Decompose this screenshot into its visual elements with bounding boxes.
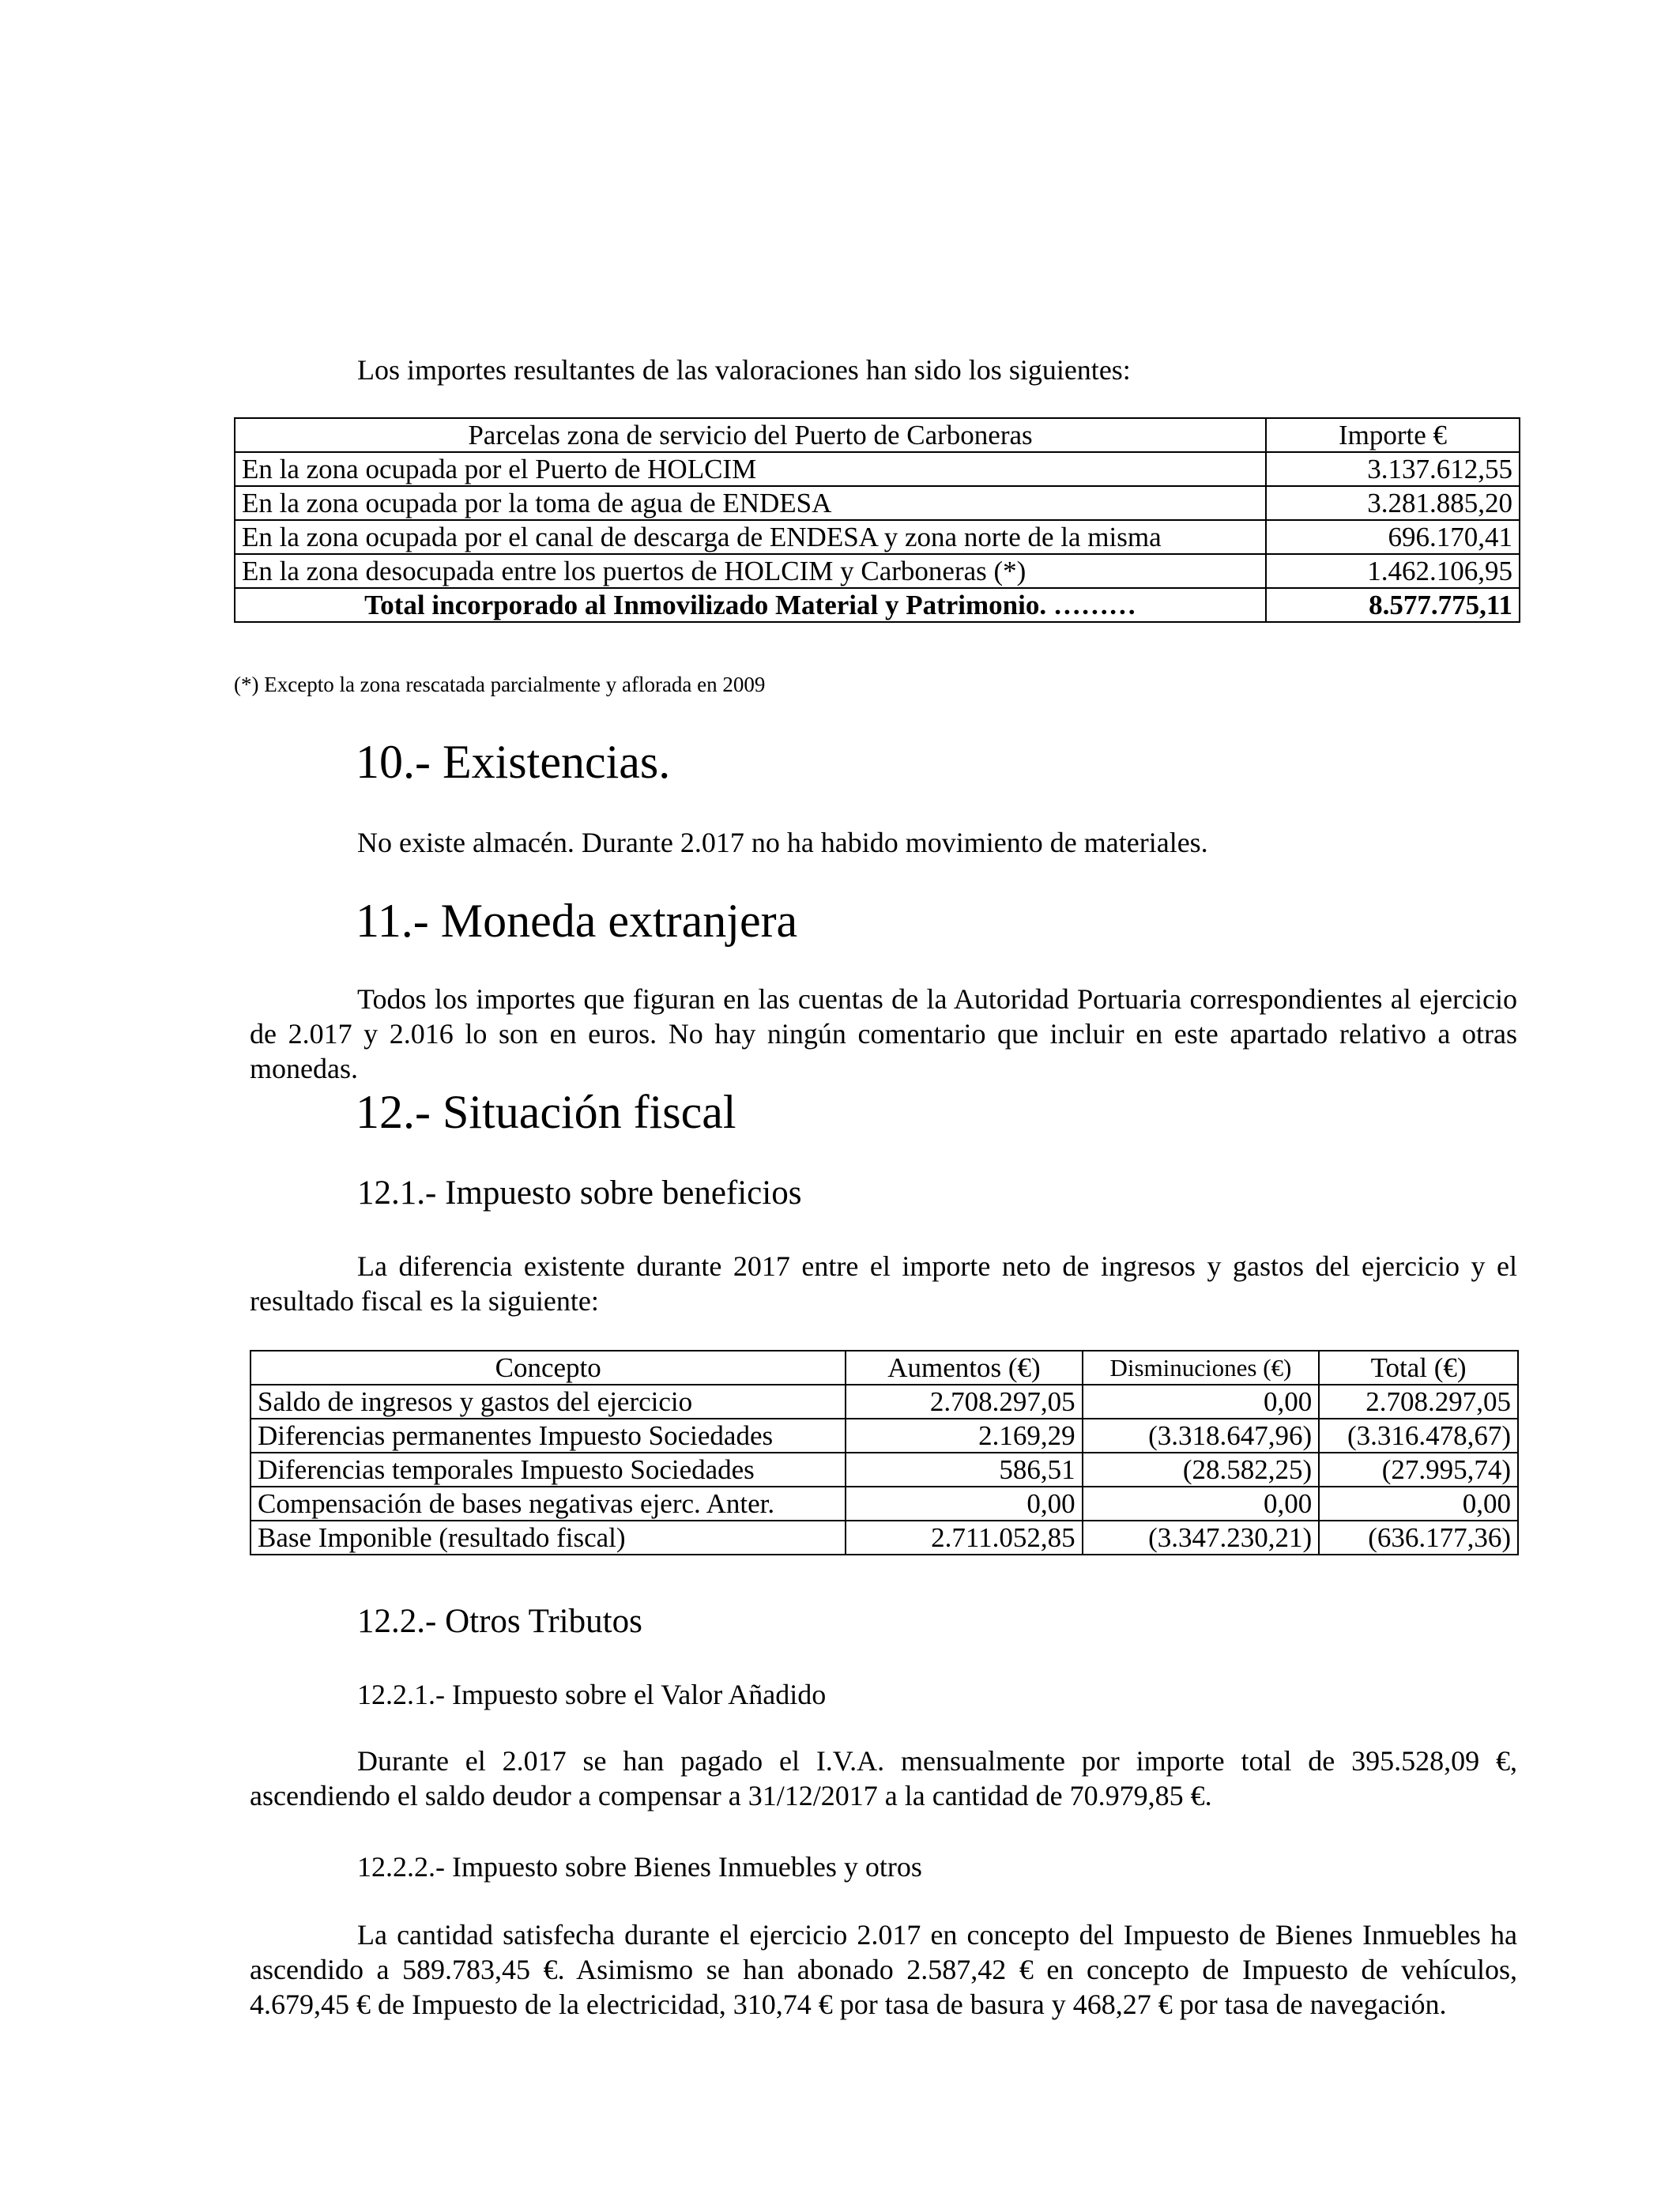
- row-aumentos: 0,00: [846, 1487, 1082, 1521]
- table-row: [235, 554, 1520, 588]
- section-12-2-2-text: La cantidad satisfecha durante el ejercicio 2.017 en concepto del Impuesto de Bienes Inmuebles ha ascendido a 589.783,45 €. Asimismo se han abonado 2.587,42 € en concepto de Impuesto de vehículos, 4.679,45 € de Impuesto de la electricidad, 310,74 € por tasa de basura y 468,27 € por tasa de navegación.: [250, 1919, 1517, 2020]
- header-total: Total (€): [1319, 1351, 1518, 1385]
- row-value: 1.462.106,95: [1266, 554, 1520, 588]
- section-12-title: 12.- Situación fiscal: [356, 1086, 736, 1138]
- row-concepto: Diferencias permanentes Impuesto Sociedades: [250, 1419, 846, 1453]
- table-row: [250, 1419, 1518, 1453]
- table-row: [235, 452, 1520, 486]
- footnote: (*) Excepto la zona rescatada parcialmente y aflorada en 2009: [234, 673, 766, 696]
- valuation-table: [234, 417, 1520, 623]
- row-value: 3.281.885,20: [1266, 486, 1520, 520]
- section-11-title: 11.- Moneda extranjera: [356, 895, 798, 947]
- table-row: [250, 1521, 1518, 1555]
- row-concepto: Diferencias temporales Impuesto Sociedades: [250, 1453, 846, 1487]
- row-label: En la zona ocupada por el Puerto de HOLCIM: [235, 452, 1266, 486]
- row-label: En la zona ocupada por la toma de agua de ENDESA: [235, 486, 1266, 520]
- table-row: [250, 1453, 1518, 1487]
- row-disminuciones: (28.582,25): [1083, 1453, 1320, 1487]
- row-label: En la zona ocupada por el canal de descarga de ENDESA y zona norte de la misma: [235, 520, 1266, 554]
- section-12-1-title: 12.1.- Impuesto sobre beneficios: [357, 1174, 802, 1212]
- table-row: [250, 1487, 1518, 1521]
- section-12-2-title: 12.2.- Otros Tributos: [357, 1603, 642, 1640]
- table-row: [235, 486, 1520, 520]
- header-importe: Importe €: [1266, 418, 1520, 452]
- row-total: (3.316.478,67): [1319, 1419, 1518, 1453]
- row-disminuciones: (3.318.647,96): [1083, 1419, 1320, 1453]
- total-label: Total incorporado al Inmovilizado Material y Patrimonio. ………: [235, 588, 1266, 622]
- row-value: 696.170,41: [1266, 520, 1520, 554]
- table-total-row: [235, 588, 1520, 622]
- section-12-2-2-title: 12.2.2.- Impuesto sobre Bienes Inmuebles y otros: [357, 1851, 922, 1883]
- row-total: 0,00: [1319, 1487, 1518, 1521]
- header-disminuciones: Disminuciones (€): [1083, 1351, 1320, 1385]
- row-concepto: Base Imponible (resultado fiscal): [250, 1521, 846, 1555]
- row-total: 2.708.297,05: [1319, 1385, 1518, 1419]
- row-value: 3.137.612,55: [1266, 452, 1520, 486]
- row-total: (27.995,74): [1319, 1453, 1518, 1487]
- row-disminuciones: (3.347.230,21): [1083, 1521, 1320, 1555]
- total-value: 8.577.775,11: [1266, 588, 1520, 622]
- row-disminuciones: 0,00: [1083, 1487, 1320, 1521]
- row-concepto: Saldo de ingresos y gastos del ejercicio: [250, 1385, 846, 1419]
- table-header-row: [235, 418, 1520, 452]
- row-label: En la zona desocupada entre los puertos de HOLCIM y Carboneras (*): [235, 554, 1266, 588]
- header-aumentos: Aumentos (€): [846, 1351, 1082, 1385]
- row-total: (636.177,36): [1319, 1521, 1518, 1555]
- row-aumentos: 2.169,29: [846, 1419, 1082, 1453]
- row-disminuciones: 0,00: [1083, 1385, 1320, 1419]
- header-parcelas: Parcelas zona de servicio del Puerto de Carboneras: [235, 418, 1266, 452]
- tax-table: [250, 1350, 1519, 1555]
- section-10-title: 10.- Existencias.: [356, 736, 671, 788]
- row-aumentos: 2.708.297,05: [846, 1385, 1082, 1419]
- section-11-text: Todos los importes que figuran en las cuentas de la Autoridad Portuaria correspondientes al ejercicio de 2.017 y 2.016 lo son en euros. No hay ningún comentario que incluir en este apartado relativo a otras monedas.: [250, 983, 1517, 1084]
- section-10-text: No existe almacén. Durante 2.017 no ha habido movimiento de materiales.: [357, 827, 1208, 858]
- intro-text: Los importes resultantes de las valoraciones han sido los siguientes:: [357, 354, 1131, 386]
- table-row: [250, 1385, 1518, 1419]
- row-aumentos: 586,51: [846, 1453, 1082, 1487]
- table-header-row: [250, 1351, 1518, 1385]
- row-aumentos: 2.711.052,85: [846, 1521, 1082, 1555]
- section-12-2-1-title: 12.2.1.- Impuesto sobre el Valor Añadido: [357, 1679, 827, 1710]
- table-row: [235, 520, 1520, 554]
- header-concepto: Concepto: [250, 1351, 846, 1385]
- row-concepto: Compensación de bases negativas ejerc. Anter.: [250, 1487, 846, 1521]
- section-12-2-1-text: Durante el 2.017 se han pagado el I.V.A. mensualmente por importe total de 395.528,09 €, ascendiendo el saldo deudor a compensar a 31/12/2017 a la cantidad de 70.979,85 €.: [250, 1745, 1517, 1811]
- section-12-1-text: La diferencia existente durante 2017 entre el importe neto de ingresos y gastos del ejercicio y el resultado fiscal es la siguiente:: [250, 1250, 1517, 1317]
